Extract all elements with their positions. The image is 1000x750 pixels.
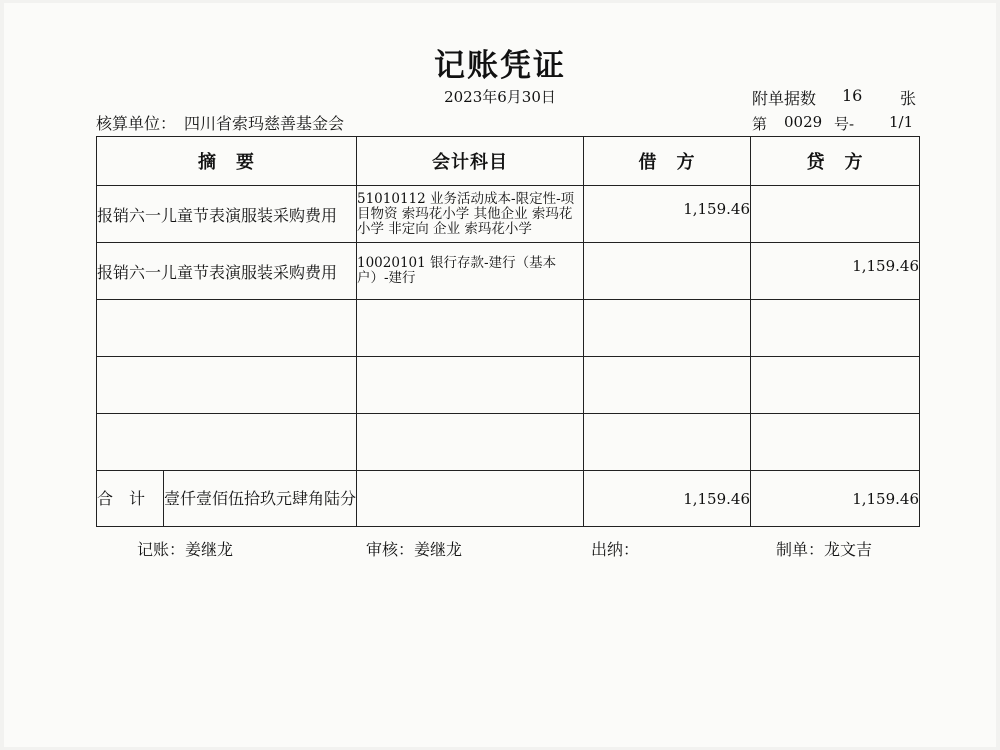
cashier-signature: 出纳： [591, 540, 640, 559]
entry-summary: 报销六一儿童节表演服装采购费用 [97, 243, 357, 300]
table-row-empty [97, 357, 920, 414]
entry-credit [751, 186, 920, 243]
org-name: 四川省索玛慈善基金会 [184, 114, 345, 133]
total-in-words: 壹仟壹佰伍拾玖元肆角陆分 [163, 489, 356, 508]
table-row-empty [97, 300, 920, 357]
header-debit: 借 方 [584, 137, 751, 186]
voucher-no-prefix: 第 [752, 115, 768, 133]
entry-account: 10020101 银行存款-建行（基本户）-建行 [357, 243, 584, 300]
header-summary: 摘 要 [97, 137, 357, 186]
total-cell [97, 471, 357, 527]
total-label: 合 计 [97, 471, 164, 526]
entry-account: 51010112 业务活动成本-限定性-项目物资 索玛花小学 其他企业 索玛花小学 非定向 企业 索玛花小学 [357, 186, 584, 243]
voucher-table [96, 136, 920, 527]
total-credit: 1,159.46 [751, 471, 920, 527]
reviewer-signature: 审核：姜继龙 [366, 540, 463, 559]
header-account: 会计科目 [357, 137, 584, 186]
entry-debit: 1,159.46 [584, 186, 751, 243]
bookkeeper-signature: 记账：姜继龙 [137, 540, 234, 559]
total-words-spill [357, 471, 584, 527]
voucher-page: 1/1 [889, 113, 914, 131]
attachments-unit: 张 [900, 89, 917, 108]
org-label: 核算单位： [96, 114, 177, 133]
table-row [97, 186, 920, 243]
table-row [97, 243, 920, 300]
header-row [97, 137, 920, 186]
voucher-title: 记账凭证 [434, 48, 566, 84]
entry-summary: 报销六一儿童节表演服装采购费用 [97, 186, 357, 243]
voucher-number: 0029 [784, 113, 823, 131]
voucher-date: 2023年6月30日 [444, 88, 556, 106]
attachments-count: 16 [842, 86, 863, 105]
total-debit: 1,159.46 [584, 471, 751, 527]
attachments-label: 附单据数 [752, 89, 817, 108]
voucher-no-suffix: 号- [834, 115, 855, 133]
table-row-empty [97, 414, 920, 471]
preparer-signature: 制单：龙文吉 [776, 540, 873, 559]
entry-credit: 1,159.46 [751, 243, 920, 300]
entry-debit [584, 243, 751, 300]
total-row [97, 471, 920, 527]
header-credit: 贷 方 [751, 137, 920, 186]
